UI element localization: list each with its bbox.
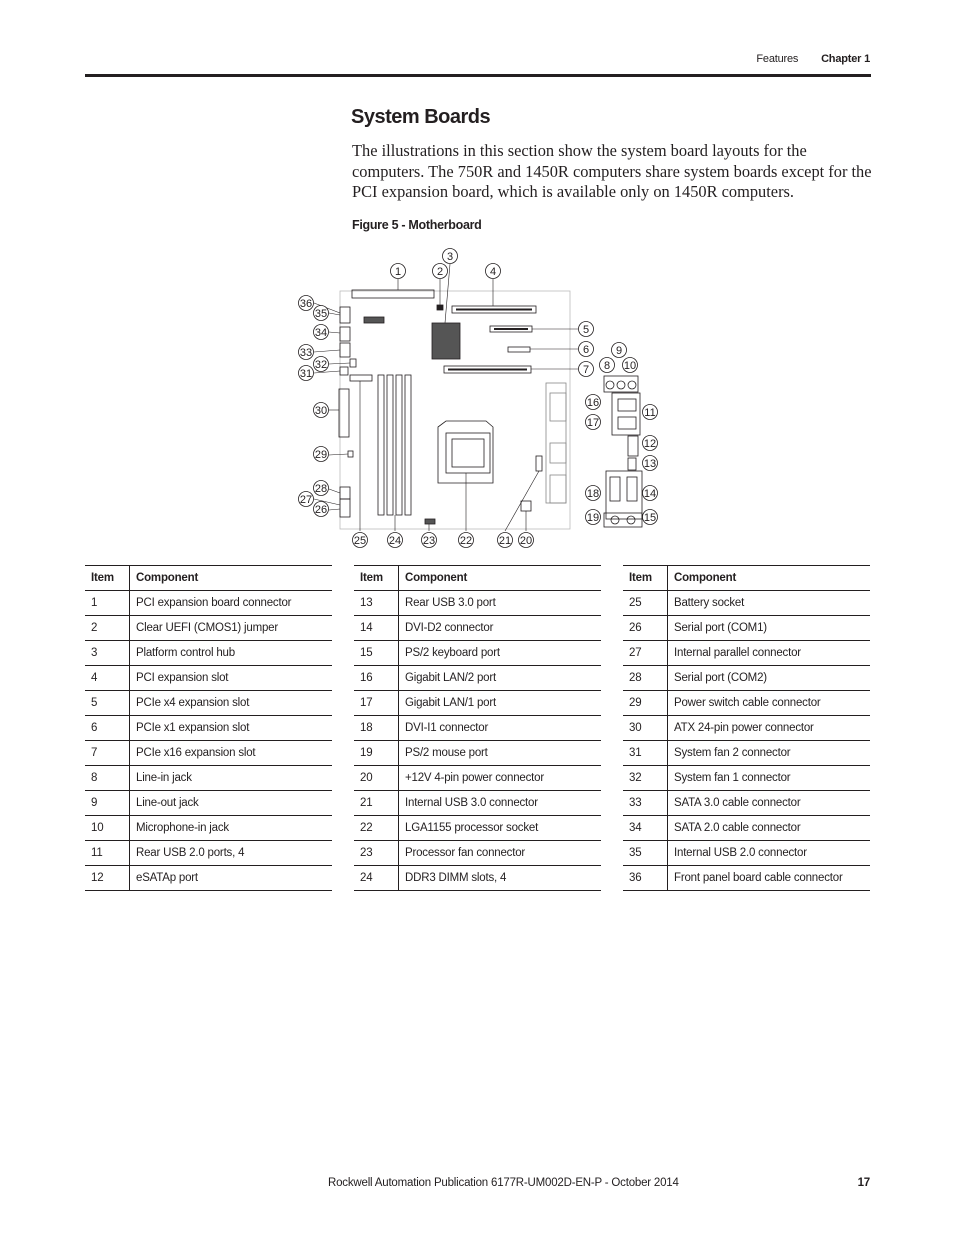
atx-power-connector bbox=[339, 389, 349, 437]
table-row bbox=[354, 866, 601, 891]
callout-number: 29 bbox=[314, 449, 328, 461]
callout-number: 21 bbox=[498, 535, 512, 547]
dimm-2 bbox=[387, 375, 393, 515]
callout-number: 31 bbox=[299, 368, 313, 380]
usb3-rear-port bbox=[628, 458, 636, 470]
component-name: Rear USB 2.0 ports, 4 bbox=[130, 841, 333, 866]
front-panel-connector bbox=[364, 317, 384, 323]
component-name: Serial port (COM1) bbox=[668, 616, 871, 641]
component-name: Clear UEFI (CMOS1) jumper bbox=[130, 616, 333, 641]
callout-number: 1 bbox=[394, 266, 402, 278]
table-row bbox=[85, 616, 332, 641]
table-row bbox=[354, 716, 601, 741]
component-name: Internal parallel connector bbox=[668, 641, 871, 666]
dimm-1 bbox=[378, 375, 384, 515]
sata3-connector bbox=[340, 343, 350, 357]
header-chapter: Chapter 1 bbox=[821, 53, 870, 65]
callout-number: 6 bbox=[582, 344, 590, 356]
item-number: 28 bbox=[623, 666, 668, 691]
callout-number: 20 bbox=[519, 535, 533, 547]
table-row bbox=[354, 741, 601, 766]
callout-number: 34 bbox=[314, 327, 328, 339]
item-number: 4 bbox=[85, 666, 130, 691]
item-number: 9 bbox=[85, 791, 130, 816]
table-row bbox=[623, 791, 870, 816]
usb3-header bbox=[536, 456, 542, 471]
item-number: 11 bbox=[85, 841, 130, 866]
item-number: 19 bbox=[354, 741, 399, 766]
table-row bbox=[354, 616, 601, 641]
item-number: 3 bbox=[85, 641, 130, 666]
table-row bbox=[85, 716, 332, 741]
item-number: 29 bbox=[623, 691, 668, 716]
table-row bbox=[623, 716, 870, 741]
component-name: System fan 2 connector bbox=[668, 741, 871, 766]
table-row bbox=[354, 841, 601, 866]
callout-number: 7 bbox=[582, 364, 590, 376]
item-number: 22 bbox=[354, 816, 399, 841]
item-number: 2 bbox=[85, 616, 130, 641]
callout-number: 28 bbox=[314, 483, 328, 495]
component-name: ATX 24-pin power connector bbox=[668, 716, 871, 741]
callout-number: 11 bbox=[644, 407, 656, 419]
component-name: Front panel board cable connector bbox=[668, 866, 871, 891]
callout-number: 14 bbox=[643, 488, 657, 500]
pcie-x1-slot bbox=[508, 347, 530, 352]
callout-number: 23 bbox=[422, 535, 436, 547]
item-number: 35 bbox=[623, 841, 668, 866]
component-name: PCIe x4 expansion slot bbox=[130, 691, 333, 716]
header-item: Item bbox=[354, 566, 399, 591]
power-switch-connector bbox=[348, 451, 353, 457]
item-number: 5 bbox=[85, 691, 130, 716]
header-item: Item bbox=[85, 566, 130, 591]
component-name: DDR3 DIMM slots, 4 bbox=[399, 866, 602, 891]
callout-number: 24 bbox=[388, 535, 402, 547]
item-number: 18 bbox=[354, 716, 399, 741]
table-row bbox=[85, 591, 332, 616]
section-heading: System Boards bbox=[351, 106, 491, 128]
item-number: 32 bbox=[623, 766, 668, 791]
table-row bbox=[623, 591, 870, 616]
item-number: 8 bbox=[85, 766, 130, 791]
parts-table-2 bbox=[354, 565, 601, 891]
cpu-fan-connector bbox=[425, 519, 435, 524]
component-name: LGA1155 processor socket bbox=[399, 816, 602, 841]
component-name: SATA 3.0 cable connector bbox=[668, 791, 871, 816]
callout-number: 36 bbox=[299, 298, 313, 310]
power-12v-connector bbox=[521, 501, 531, 511]
callout-number: 32 bbox=[314, 359, 328, 371]
table-row bbox=[623, 766, 870, 791]
table-row bbox=[85, 766, 332, 791]
component-name: Platform control hub bbox=[130, 641, 333, 666]
sys-fan2-connector bbox=[340, 367, 348, 375]
cmos-jumper bbox=[437, 305, 443, 310]
parts-table-3 bbox=[623, 565, 870, 891]
component-name: Battery socket bbox=[668, 591, 871, 616]
usb2-header bbox=[340, 307, 350, 323]
callout-number: 27 bbox=[299, 494, 313, 506]
component-name: DVI-D2 connector bbox=[399, 616, 602, 641]
dvi-ports bbox=[606, 471, 642, 519]
page-number: 17 bbox=[857, 1177, 870, 1189]
table-row bbox=[85, 666, 332, 691]
component-name: PCIe x1 expansion slot bbox=[130, 716, 333, 741]
item-number: 14 bbox=[354, 616, 399, 641]
component-name: Microphone-in jack bbox=[130, 816, 333, 841]
component-name: SATA 2.0 cable connector bbox=[668, 816, 871, 841]
table-row bbox=[85, 641, 332, 666]
audio-block bbox=[604, 376, 638, 392]
table-row bbox=[85, 691, 332, 716]
component-name: System fan 1 connector bbox=[668, 766, 871, 791]
parts-table-1 bbox=[85, 565, 332, 891]
callout-number: 19 bbox=[586, 512, 600, 524]
callout-number: 35 bbox=[314, 308, 328, 320]
callout-number: 13 bbox=[643, 458, 657, 470]
item-number: 10 bbox=[85, 816, 130, 841]
header-component: Component bbox=[399, 566, 602, 591]
dimm-3 bbox=[396, 375, 402, 515]
table-row bbox=[85, 866, 332, 891]
callout-number: 10 bbox=[623, 360, 637, 372]
callout-number: 3 bbox=[446, 251, 454, 263]
platform-control-hub bbox=[432, 323, 460, 359]
table-row bbox=[623, 616, 870, 641]
callout-number: 18 bbox=[586, 488, 600, 500]
component-name: Line-in jack bbox=[130, 766, 333, 791]
table-row bbox=[354, 791, 601, 816]
component-name: Gigabit LAN/1 port bbox=[399, 691, 602, 716]
component-name: Internal USB 3.0 connector bbox=[399, 791, 602, 816]
component-name: Power switch cable connector bbox=[668, 691, 871, 716]
item-number: 13 bbox=[354, 591, 399, 616]
callout-number: 30 bbox=[314, 405, 328, 417]
dimm-4 bbox=[405, 375, 411, 515]
callout-number: 9 bbox=[615, 345, 623, 357]
com2-header bbox=[340, 487, 350, 499]
callout-number: 17 bbox=[586, 417, 600, 429]
table-row bbox=[354, 816, 601, 841]
header-section: Features bbox=[756, 53, 799, 65]
table-row bbox=[85, 791, 332, 816]
item-number: 17 bbox=[354, 691, 399, 716]
callout-number: 16 bbox=[586, 397, 600, 409]
item-number: 15 bbox=[354, 641, 399, 666]
callout-number: 2 bbox=[436, 266, 444, 278]
item-number: 12 bbox=[85, 866, 130, 891]
table-row bbox=[623, 816, 870, 841]
table-row bbox=[623, 666, 870, 691]
callout-number: 33 bbox=[299, 347, 313, 359]
component-name: Gigabit LAN/2 port bbox=[399, 666, 602, 691]
header-component: Component bbox=[130, 566, 333, 591]
item-number: 25 bbox=[623, 591, 668, 616]
item-number: 24 bbox=[354, 866, 399, 891]
component-name: Rear USB 3.0 port bbox=[399, 591, 602, 616]
table-row bbox=[623, 691, 870, 716]
callout-number: 12 bbox=[643, 438, 657, 450]
table-row bbox=[623, 641, 870, 666]
sata2-connector bbox=[340, 327, 350, 341]
component-name: Internal USB 2.0 connector bbox=[668, 841, 871, 866]
table-row bbox=[354, 691, 601, 716]
component-name: Line-out jack bbox=[130, 791, 333, 816]
item-number: 26 bbox=[623, 616, 668, 641]
table-row bbox=[623, 866, 870, 891]
item-number: 21 bbox=[354, 791, 399, 816]
item-number: 31 bbox=[623, 741, 668, 766]
component-name: DVI-I1 connector bbox=[399, 716, 602, 741]
item-number: 7 bbox=[85, 741, 130, 766]
esatap-port bbox=[628, 436, 638, 456]
parallel-header bbox=[340, 499, 350, 517]
component-name: Serial port (COM2) bbox=[668, 666, 871, 691]
component-name: Processor fan connector bbox=[399, 841, 602, 866]
publication-id: Rockwell Automation Publication 6177R-UM002D-EN-P - October 2014 bbox=[328, 1177, 679, 1189]
component-name: PS/2 keyboard port bbox=[399, 641, 602, 666]
component-name: eSATAp port bbox=[130, 866, 333, 891]
callout-number: 15 bbox=[643, 512, 657, 524]
sys-fan1-connector bbox=[350, 359, 356, 367]
item-number: 27 bbox=[623, 641, 668, 666]
component-name: +12V 4-pin power connector bbox=[399, 766, 602, 791]
header-rule bbox=[85, 74, 871, 77]
callout-number: 4 bbox=[489, 266, 497, 278]
item-number: 6 bbox=[85, 716, 130, 741]
table-row bbox=[85, 816, 332, 841]
item-number: 30 bbox=[623, 716, 668, 741]
table-row bbox=[354, 591, 601, 616]
item-number: 34 bbox=[623, 816, 668, 841]
intro-paragraph: The illustrations in this section show the system board layouts for the computers. The 750R and 1450R computers share system boards except for the PCI expansion board, which is available only on 1450R computers. bbox=[352, 141, 872, 201]
item-number: 16 bbox=[354, 666, 399, 691]
table-row bbox=[354, 766, 601, 791]
item-number: 36 bbox=[623, 866, 668, 891]
callout-number: 25 bbox=[353, 535, 367, 547]
item-number: 20 bbox=[354, 766, 399, 791]
header-item: Item bbox=[623, 566, 668, 591]
table-row bbox=[623, 841, 870, 866]
component-name: PCIe x16 expansion slot bbox=[130, 741, 333, 766]
table-row bbox=[623, 741, 870, 766]
item-number: 23 bbox=[354, 841, 399, 866]
table-row bbox=[354, 666, 601, 691]
callout-number: 5 bbox=[582, 324, 590, 336]
header-component: Component bbox=[668, 566, 871, 591]
table-row bbox=[85, 841, 332, 866]
component-name: PS/2 mouse port bbox=[399, 741, 602, 766]
table-row bbox=[354, 641, 601, 666]
callout-number: 8 bbox=[603, 360, 611, 372]
battery bbox=[350, 375, 372, 381]
table-row bbox=[85, 741, 332, 766]
component-name: PCI expansion slot bbox=[130, 666, 333, 691]
item-number: 33 bbox=[623, 791, 668, 816]
callout-number: 22 bbox=[459, 535, 473, 547]
ps2-block bbox=[604, 513, 642, 527]
motherboard-diagram bbox=[290, 243, 670, 555]
figure-caption: Figure 5 - Motherboard bbox=[352, 218, 482, 232]
component-name: PCI expansion board connector bbox=[130, 591, 333, 616]
item-number: 1 bbox=[85, 591, 130, 616]
page-header bbox=[756, 53, 870, 65]
callout-number: 26 bbox=[314, 504, 328, 516]
